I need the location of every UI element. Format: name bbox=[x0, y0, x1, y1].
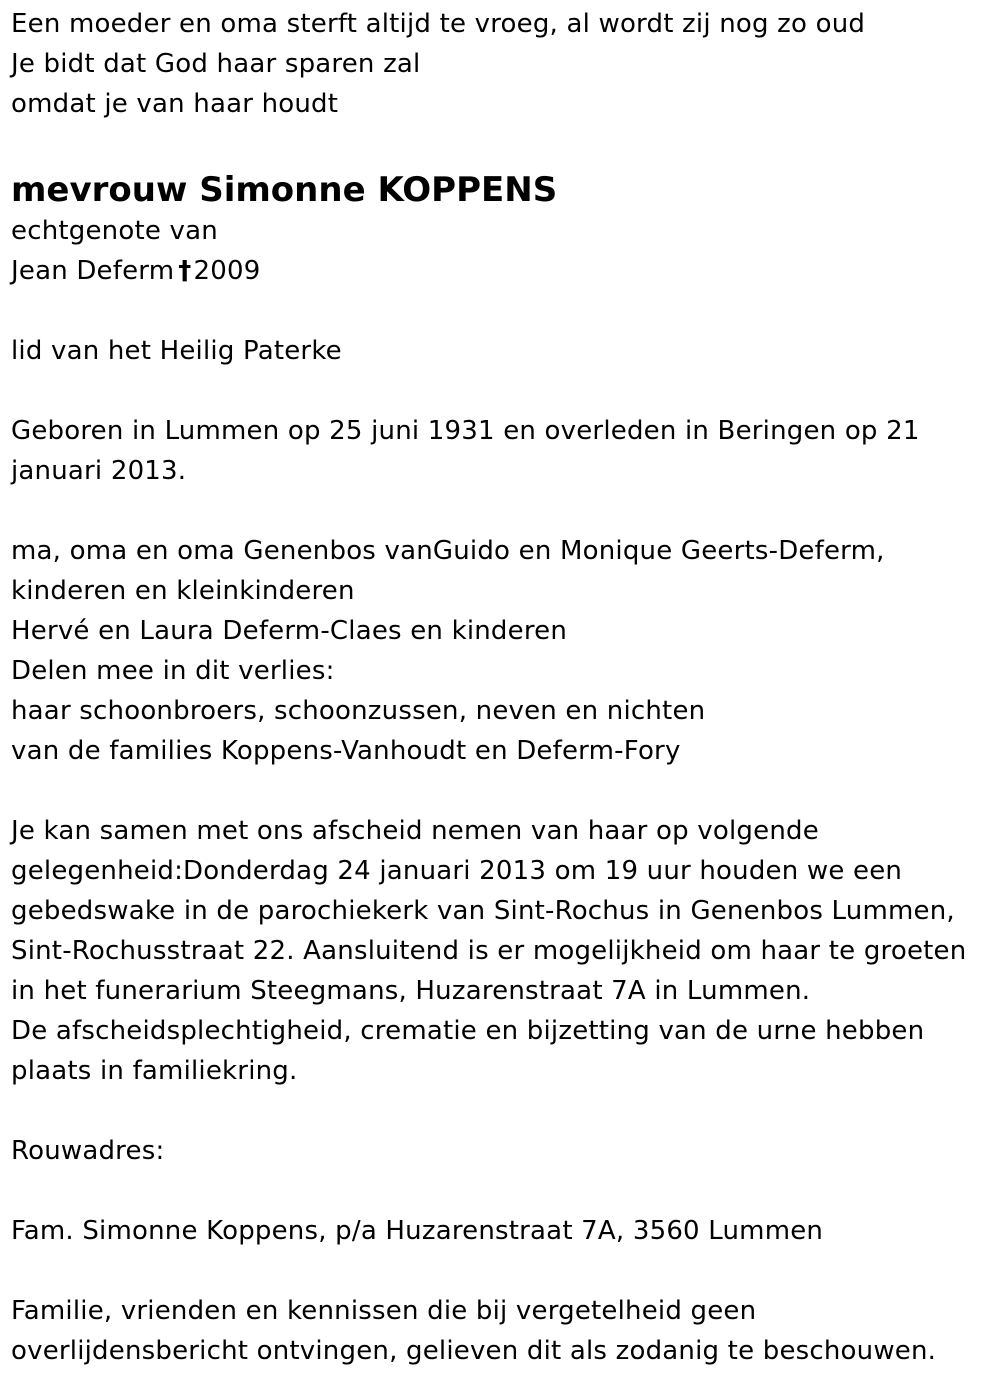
paragraph-line: ma, oma en oma Genenbos vanGuido en Monique Geerts-Deferm, bbox=[11, 536, 885, 566]
paragraph-line: Je kan samen met ons afscheid nemen van haar op volgende bbox=[11, 816, 819, 846]
deceased-name: mevrouw Simonne KOPPENS bbox=[11, 170, 558, 210]
spacer bbox=[11, 1091, 991, 1131]
membership: lid van het Heilig Paterke bbox=[11, 336, 342, 366]
poem-line: omdat je van haar houdt bbox=[11, 89, 339, 119]
spacer bbox=[11, 771, 991, 811]
paragraph-line: in het funerarium Steegmans, Huzarenstraat 7A in Lummen. bbox=[11, 976, 811, 1006]
address-label: Rouwadres: bbox=[11, 1136, 165, 1166]
spacer bbox=[11, 1171, 991, 1211]
farewell-paragraph bbox=[11, 811, 991, 1091]
paragraph-line: haar schoonbroers, schoonzussen, neven en nichten bbox=[11, 696, 706, 726]
paragraph-line: Geboren in Lummen op 25 juni 1931 en overleden in Beringen op 21 bbox=[11, 416, 920, 446]
paragraph-line: kinderen en kleinkinderen bbox=[11, 576, 355, 606]
family-paragraph bbox=[11, 531, 991, 771]
paragraph-line: overlijdensbericht ontvingen, gelieven dit als zodanig te beschouwen. bbox=[11, 1336, 937, 1366]
paragraph-line: Familie, vrienden en kennissen die bij vergetelheid geen bbox=[11, 1296, 757, 1326]
mourning-address: Fam. Simonne Koppens, p/a Huzarenstraat 7A, 3560 Lummen bbox=[11, 1216, 824, 1246]
spacer bbox=[11, 1251, 991, 1291]
paragraph-line: plaats in familiekring. bbox=[11, 1056, 298, 1086]
spouse-block bbox=[11, 211, 991, 291]
birth-death-paragraph bbox=[11, 411, 991, 491]
paragraph-line: Delen mee in dit verlies: bbox=[11, 656, 335, 686]
poem-line: Een moeder en oma sterft altijd te vroeg, al wordt zij nog zo oud bbox=[11, 9, 866, 39]
obituary-notice bbox=[11, 4, 991, 1371]
spacer bbox=[11, 291, 991, 331]
poem bbox=[11, 4, 991, 124]
paragraph-line: gebedswake in de parochiekerk van Sint-Rochus in Genenbos Lummen, bbox=[11, 896, 955, 926]
paragraph-line: Hervé en Laura Deferm-Claes en kinderen bbox=[11, 616, 568, 646]
spacer bbox=[11, 371, 991, 411]
spouse-intro: echtgenote van bbox=[11, 216, 218, 246]
spouse-line bbox=[11, 251, 991, 291]
cross-icon: † bbox=[178, 256, 192, 286]
spacer bbox=[11, 491, 991, 531]
paragraph-line: januari 2013. bbox=[11, 456, 187, 486]
paragraph-line: gelegenheid:Donderdag 24 januari 2013 om 19 uur houden we een bbox=[11, 856, 903, 886]
spouse-name: Jean Deferm bbox=[11, 256, 175, 286]
paragraph-line: De afscheidsplechtigheid, crematie en bijzetting van de urne hebben bbox=[11, 1016, 925, 1046]
paragraph-line: van de families Koppens-Vanhoudt en Deferm-Fory bbox=[11, 736, 681, 766]
closing-paragraph bbox=[11, 1291, 991, 1371]
poem-line: Je bidt dat God haar sparen zal bbox=[11, 49, 421, 79]
paragraph-line: Sint-Rochusstraat 22. Aansluitend is er mogelijkheid om haar te groeten bbox=[11, 936, 967, 966]
spouse-death-year: 2009 bbox=[193, 256, 261, 286]
